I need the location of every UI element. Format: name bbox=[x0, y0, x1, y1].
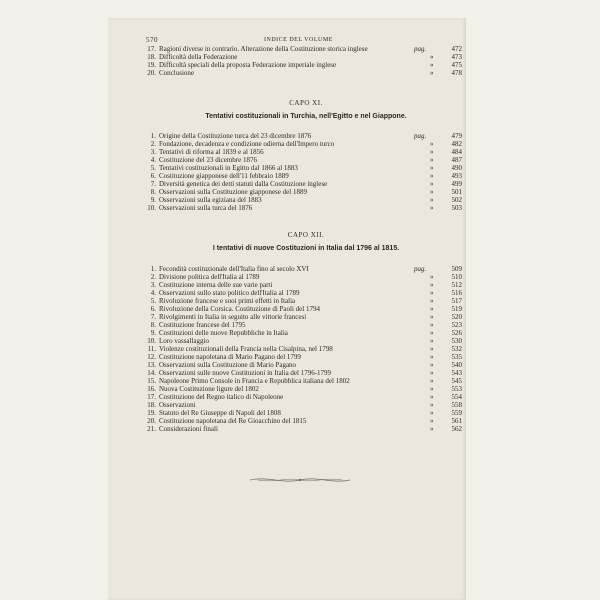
toc-entry bbox=[146, 273, 466, 281]
ditto-mark: » bbox=[430, 329, 434, 337]
entry-number: 6. bbox=[150, 172, 156, 180]
ditto-mark: » bbox=[430, 180, 434, 188]
entry-number: 19. bbox=[147, 61, 156, 69]
entry-number: 7. bbox=[150, 313, 156, 321]
entry-number: 4. bbox=[150, 289, 156, 297]
toc-entry bbox=[146, 337, 466, 345]
toc-entry bbox=[146, 281, 466, 289]
entry-page-number: 530 bbox=[451, 337, 462, 345]
toc-entry bbox=[146, 180, 466, 188]
entry-page-number: 499 bbox=[451, 180, 462, 188]
toc-entry bbox=[146, 53, 466, 61]
entry-number: 3. bbox=[150, 148, 156, 156]
entries-list-top bbox=[146, 45, 466, 77]
ditto-mark: » bbox=[430, 361, 434, 369]
entries-list-capo-xi bbox=[146, 132, 466, 212]
ditto-mark: » bbox=[430, 321, 434, 329]
entry-number: 3. bbox=[150, 281, 156, 289]
entry-number: 1. bbox=[150, 265, 156, 273]
entry-page-number: 493 bbox=[451, 172, 462, 180]
ditto-mark: » bbox=[430, 305, 434, 313]
entry-title: Diversità genetica dei detti statuti dalla Costituzione inglese bbox=[159, 180, 328, 188]
ditto-mark: » bbox=[430, 425, 434, 433]
entry-number: 20. bbox=[147, 417, 156, 425]
entry-title: Tentativi costituzionali in Egitto dal 1866 al 1883 bbox=[159, 164, 298, 172]
entry-page-number: 559 bbox=[451, 409, 462, 417]
entry-title: Divisione politica dell'Italia al 1789 bbox=[159, 273, 260, 281]
toc-entry bbox=[146, 265, 466, 273]
entry-page-number: 501 bbox=[451, 188, 462, 196]
entry-page-number: 519 bbox=[451, 305, 462, 313]
entry-page-number: 490 bbox=[451, 164, 462, 172]
entry-title: Nuova Costituzione ligure del 1802 bbox=[159, 385, 259, 393]
entry-number: 5. bbox=[150, 297, 156, 305]
entry-number: 7. bbox=[150, 180, 156, 188]
entry-title: Violenze costituzionali della Francia nella Cisalpina, nel 1798 bbox=[159, 345, 333, 353]
toc-entry bbox=[146, 329, 466, 337]
entry-number: 17. bbox=[147, 45, 156, 53]
toc-entry bbox=[146, 353, 466, 361]
entry-title: Costituzione interna delle sue varie parti bbox=[159, 281, 273, 289]
entry-page-number: 510 bbox=[451, 273, 462, 281]
ditto-mark: » bbox=[430, 297, 434, 305]
entry-number: 15. bbox=[147, 377, 156, 385]
entry-pag-label: pag. bbox=[414, 265, 427, 273]
entry-page-number: 520 bbox=[451, 313, 462, 321]
entry-page-number: 487 bbox=[451, 156, 462, 164]
entry-pag-label: pag. bbox=[414, 132, 427, 140]
entry-number: 12. bbox=[147, 353, 156, 361]
entries-list-capo-xii bbox=[146, 265, 466, 433]
ditto-mark: » bbox=[430, 345, 434, 353]
entry-title: Origine della Costituzione turca del 23 dicembre 1876 bbox=[159, 132, 312, 140]
ditto-mark: » bbox=[430, 61, 434, 69]
ditto-mark: » bbox=[430, 188, 434, 196]
entry-number: 4. bbox=[150, 156, 156, 164]
toc-entry bbox=[146, 148, 466, 156]
ditto-mark: » bbox=[430, 281, 434, 289]
entry-number: 2. bbox=[150, 140, 156, 148]
ditto-mark: » bbox=[430, 172, 434, 180]
entry-page-number: 535 bbox=[451, 353, 462, 361]
ditto-mark: » bbox=[430, 196, 434, 204]
entry-page-number: 523 bbox=[451, 321, 462, 329]
toc-entry bbox=[146, 369, 466, 377]
entry-number: 8. bbox=[150, 321, 156, 329]
toc-entry bbox=[146, 156, 466, 164]
entry-page-number: 484 bbox=[451, 148, 462, 156]
entry-page-number: 532 bbox=[451, 345, 462, 353]
entry-title: Rivoluzione della Corsica. Costituzione di Paoli del 1794 bbox=[159, 305, 320, 313]
toc-entry bbox=[146, 409, 466, 417]
ditto-mark: » bbox=[430, 148, 434, 156]
entry-title: Osservazioni sulle nuove Costituzioni in Italia del 1796-1799 bbox=[159, 369, 332, 377]
entry-number: 14. bbox=[147, 369, 156, 377]
entry-page-number: 517 bbox=[451, 297, 462, 305]
toc-entry bbox=[146, 140, 466, 148]
toc-entry bbox=[146, 45, 466, 53]
toc-entry bbox=[146, 385, 466, 393]
ditto-mark: » bbox=[430, 164, 434, 172]
entry-page-number: 512 bbox=[451, 281, 462, 289]
entry-page-number: 478 bbox=[451, 69, 462, 77]
entry-number: 10. bbox=[147, 204, 156, 212]
ditto-mark: » bbox=[430, 417, 434, 425]
entry-page-number: 472 bbox=[451, 45, 462, 53]
toc-entry bbox=[146, 172, 466, 180]
entry-number: 13. bbox=[147, 361, 156, 369]
entry-title: Costituzione del 23 dicembre 1876 bbox=[159, 156, 257, 164]
entry-page-number: 553 bbox=[451, 385, 462, 393]
capo-xii-label: CAPO XII. bbox=[287, 231, 325, 239]
entry-number: 18. bbox=[147, 401, 156, 409]
entry-title: Costituzione napoletana di Mario Pagano del 1799 bbox=[159, 353, 301, 361]
entry-title: Ragioni diverse in contrario. Alterazione della Costituzione storica inglese bbox=[159, 45, 368, 53]
entry-pag-label: pag. bbox=[414, 45, 427, 53]
entry-number: 9. bbox=[150, 329, 156, 337]
entry-title: Considerazioni finali bbox=[159, 425, 218, 433]
entry-number: 21. bbox=[147, 425, 156, 433]
entry-number: 20. bbox=[147, 69, 156, 77]
ditto-mark: » bbox=[430, 204, 434, 212]
entry-title: Napoleone Primo Console in Francia e Repubblica italiana del 1802 bbox=[159, 377, 350, 385]
capo-xi-label: CAPO XI. bbox=[289, 99, 323, 107]
entry-number: 1. bbox=[150, 132, 156, 140]
entry-page-number: 545 bbox=[451, 377, 462, 385]
entry-title: Osservazioni sulla turca del 1876 bbox=[159, 204, 253, 212]
ditto-mark: » bbox=[430, 313, 434, 321]
ditto-mark: » bbox=[430, 273, 434, 281]
entry-page-number: 509 bbox=[451, 265, 462, 273]
entry-number: 16. bbox=[147, 385, 156, 393]
entry-title: Osservazioni sullo stato politico dell'Italia al 1789 bbox=[159, 289, 300, 297]
entry-page-number: 473 bbox=[451, 53, 462, 61]
entry-title: Fondazione, decadenza e condizione odierna dell'Impero turco bbox=[159, 140, 335, 148]
toc-entry bbox=[146, 164, 466, 172]
entry-page-number: 479 bbox=[451, 132, 462, 140]
toc-entry bbox=[146, 297, 466, 305]
entry-title: Tentativi di riforma al 1839 e al 1856 bbox=[159, 148, 264, 156]
toc-entry bbox=[146, 377, 466, 385]
entry-page-number: 516 bbox=[451, 289, 462, 297]
ditto-mark: » bbox=[430, 369, 434, 377]
toc-entry bbox=[146, 345, 466, 353]
toc-entry bbox=[146, 196, 466, 204]
ditto-mark: » bbox=[430, 69, 434, 77]
toc-entry bbox=[146, 204, 466, 212]
entry-page-number: 502 bbox=[451, 196, 462, 204]
ditto-mark: » bbox=[430, 385, 434, 393]
entry-number: 2. bbox=[150, 273, 156, 281]
entry-page-number: 526 bbox=[451, 329, 462, 337]
ditto-mark: » bbox=[430, 156, 434, 164]
entry-title: Statuto del Re Giuseppe di Napoli del 1808 bbox=[159, 409, 281, 417]
ditto-mark: » bbox=[430, 401, 434, 409]
entry-title: Loro vassallaggio bbox=[159, 337, 209, 345]
toc-entry bbox=[146, 393, 466, 401]
entry-title: Osservazioni sulla Costituzione di Mario Pagano bbox=[159, 361, 297, 369]
toc-entry bbox=[146, 61, 466, 69]
entry-title: Fecondità costituzionale dell'Italia fino al secolo XVI bbox=[159, 265, 309, 273]
entry-page-number: 540 bbox=[451, 361, 462, 369]
toc-entry bbox=[146, 361, 466, 369]
entry-page-number: 503 bbox=[451, 204, 462, 212]
running-title: INDICE DEL VOLUME bbox=[264, 37, 333, 43]
ditto-mark: » bbox=[430, 377, 434, 385]
toc-entry bbox=[146, 132, 466, 140]
ditto-mark: » bbox=[430, 53, 434, 61]
entry-title: Difficoltà della Federazione bbox=[159, 53, 238, 61]
entry-page-number: 562 bbox=[451, 425, 462, 433]
entry-number: 9. bbox=[150, 196, 156, 204]
entry-number: 6. bbox=[150, 305, 156, 313]
toc-entry bbox=[146, 321, 466, 329]
capo-xi-title: Tentativi costituzionali in Turchia, nell'Egitto e nel Giappone. bbox=[205, 113, 407, 120]
entry-title: Costituzione napoletana del Re Gioacchino del 1815 bbox=[159, 417, 307, 425]
entry-page-number: 558 bbox=[451, 401, 462, 409]
entry-number: 17. bbox=[147, 393, 156, 401]
toc-entry bbox=[146, 401, 466, 409]
entry-page-number: 475 bbox=[451, 61, 462, 69]
entry-page-number: 561 bbox=[451, 417, 462, 425]
entry-title: Osservazioni sulla egiziana del 1883 bbox=[159, 196, 262, 204]
capo-xii-title: I tentativi di nuove Costituzioni in Italia dal 1796 al 1815. bbox=[212, 245, 400, 252]
toc-entry bbox=[146, 417, 466, 425]
entry-title: Rivolgimenti in Italia in seguito alle vittorie francesi bbox=[159, 313, 307, 321]
entry-title: Costituzioni delle nuove Repubbliche in Italia bbox=[159, 329, 288, 337]
toc-entry bbox=[146, 188, 466, 196]
ditto-mark: » bbox=[430, 409, 434, 417]
entry-title: Costituzione giapponese dell'11 febbraio 1889 bbox=[159, 172, 289, 180]
entry-title: Rivoluzione francese e suoi primi effetti in Italia bbox=[159, 297, 296, 305]
toc-entry bbox=[146, 69, 466, 77]
ditto-mark: » bbox=[430, 337, 434, 345]
entry-number: 18. bbox=[147, 53, 156, 61]
ditto-mark: » bbox=[430, 140, 434, 148]
end-ornament bbox=[248, 476, 352, 484]
entry-page-number: 543 bbox=[451, 369, 462, 377]
toc-entry bbox=[146, 305, 466, 313]
entry-number: 19. bbox=[147, 409, 156, 417]
entry-title: Costituzione francese del 1795 bbox=[159, 321, 246, 329]
toc-entry bbox=[146, 425, 466, 433]
toc-entry bbox=[146, 313, 466, 321]
entry-page-number: 554 bbox=[451, 393, 462, 401]
entry-number: 8. bbox=[150, 188, 156, 196]
entry-title: Difficoltà speciali della proposta Federazione imperiale inglese bbox=[159, 61, 337, 69]
entry-number: 5. bbox=[150, 164, 156, 172]
page-number: 570 bbox=[146, 36, 158, 44]
entry-title: Costituzione del Regno italico di Napoleone bbox=[159, 393, 284, 401]
ditto-mark: » bbox=[430, 289, 434, 297]
entry-page-number: 482 bbox=[451, 140, 462, 148]
entry-title: Osservazioni bbox=[159, 401, 196, 409]
ditto-mark: » bbox=[430, 393, 434, 401]
toc-entry bbox=[146, 289, 466, 297]
entry-title: Osservazioni sulla Costituzione giapponese del 1889 bbox=[159, 188, 307, 196]
ditto-mark: » bbox=[430, 353, 434, 361]
entry-number: 10. bbox=[147, 337, 156, 345]
entry-title: Conclusione bbox=[159, 69, 194, 77]
entry-number: 11. bbox=[147, 345, 156, 353]
